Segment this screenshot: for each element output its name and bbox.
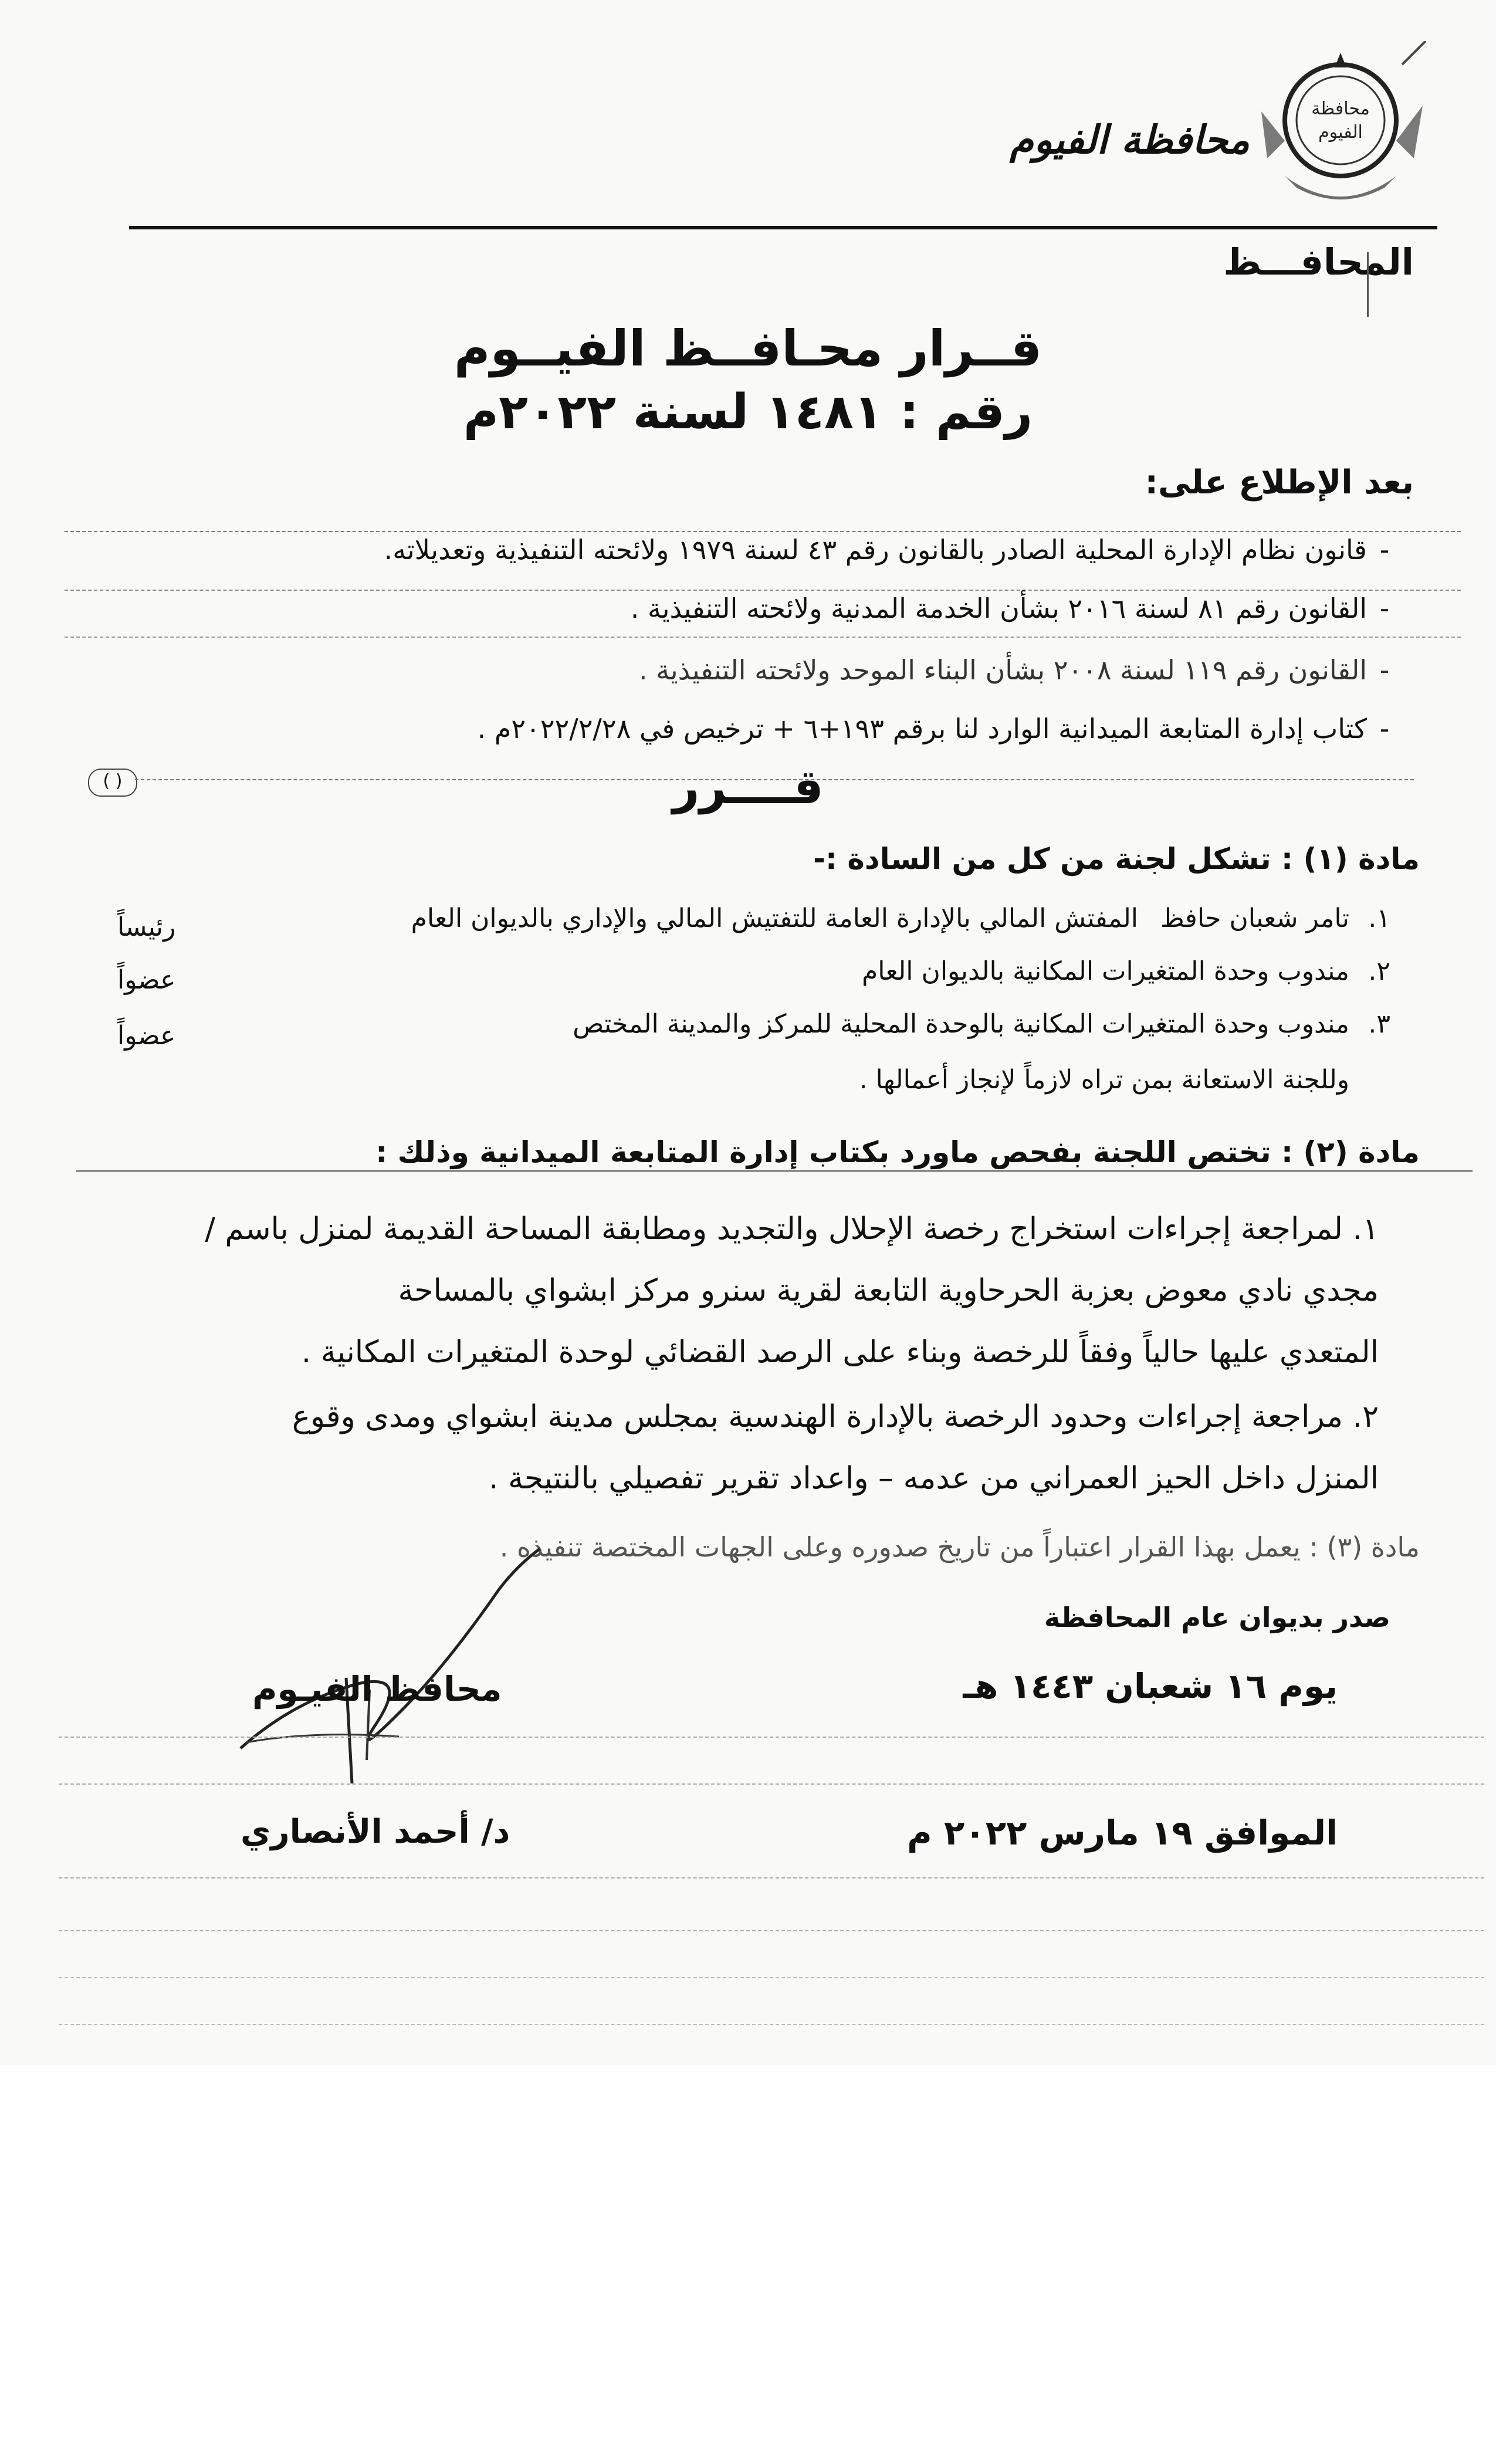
member-role: عضواً bbox=[117, 965, 176, 995]
task-1-line: مجدي نادي معوض بعزبة الحرحاوية التابعة لقرية سنرو مركز ابشواي بالمساحة bbox=[398, 1273, 1379, 1308]
governor-office-title: المحافـــظ bbox=[1223, 241, 1414, 283]
signatory-name: د/ أحمد الأنصاري bbox=[241, 1813, 510, 1851]
handwritten-signature bbox=[223, 1537, 551, 1783]
blank-area bbox=[0, 2065, 1496, 2464]
decision-number: رقم : ١٤٨١ لسنة ٢٠٢٢م bbox=[463, 384, 1033, 440]
ruled-line bbox=[65, 531, 1461, 532]
reference-item: -القانون رقم ١١٩ لسنة ٢٠٠٨ بشأن البناء الموحد ولائحته التنفيذية . bbox=[638, 654, 1390, 686]
date-hijri: يوم ١٦ شعبان ١٤٤٣ هـ bbox=[963, 1666, 1338, 1706]
ruled-line bbox=[65, 637, 1461, 638]
ruled-line bbox=[59, 1930, 1484, 1931]
ruled-line bbox=[59, 1737, 1484, 1738]
ruled-line bbox=[59, 1783, 1484, 1785]
ruled-line bbox=[76, 1170, 1473, 1172]
date-gregorian: الموافق ١٩ مارس ٢٠٢٢ م bbox=[907, 1813, 1338, 1853]
member-role: عضواً bbox=[117, 1021, 176, 1051]
preamble-heading: بعد الإطلاع على: bbox=[1145, 463, 1414, 502]
article-2-heading: مادة (٢) : تختص اللجنة بفحص ماورد بكتاب إدارة المتابعة الميدانية وذلك : bbox=[375, 1135, 1420, 1169]
article-1-note: وللجنة الاستعانة بمن تراه لازماً لإنجاز أعمالها . bbox=[859, 1065, 1349, 1095]
task-1-line: ١. لمراجعة إجراءات استخراج رخصة الإحلال والتجديد ومطابقة المساحة القديمة لمنزل باسم / bbox=[205, 1211, 1379, 1247]
header-divider bbox=[129, 226, 1437, 229]
ruled-line bbox=[59, 1877, 1484, 1879]
svg-text:محافظة: محافظة bbox=[1311, 99, 1370, 119]
svg-text:الفيوم: الفيوم bbox=[1318, 122, 1363, 143]
decision-title: قــرار محـافــظ الفيــوم bbox=[453, 320, 1043, 377]
reference-item: -قانون نظام الإدارة المحلية الصادر بالقانون رقم ٤٣ لسنة ١٩٧٩ ولائحته التنفيذية وتعديلاته. bbox=[384, 534, 1390, 566]
ruled-line bbox=[59, 2024, 1484, 2025]
member-item: ٢.مندوب وحدة المتغيرات المكانية بالديوان العام bbox=[862, 956, 1390, 986]
member-role: رئيساً bbox=[117, 912, 176, 942]
reference-item: -القانون رقم ٨١ لسنة ٢٠١٦ بشأن الخدمة المدنية ولائحته التنفيذية . bbox=[630, 593, 1390, 624]
article-3-text: مادة (٣) : يعمل بهذا القرار اعتباراً من تاريخ صدوره وعلى الجهات المختصة تنفيذه . bbox=[499, 1531, 1420, 1563]
governorate-seal-icon bbox=[1250, 41, 1431, 211]
issued-at: صدر بديوان عام المحافظة bbox=[1044, 1602, 1390, 1633]
member-item: ١.تامر شعبان حافظ bbox=[1160, 903, 1390, 933]
decision-heading: قــــرر bbox=[672, 760, 824, 814]
task-1-line: المتعدي عليها حالياً وفقاً للرخصة وبناء على الرصد القضائي لوحدة المتغيرات المكانية . bbox=[301, 1335, 1379, 1370]
member-description: المفتش المالي بالإدارة العامة للتفتيش المالي والإداري بالديوان العام bbox=[411, 903, 1138, 933]
article-1-heading: مادة (١) : تشكل لجنة من كل من السادة :- bbox=[813, 842, 1420, 876]
governorate-name: محافظة الفيوم bbox=[1010, 117, 1250, 163]
task-2-line: ٢. مراجعة إجراءات وحدود الرخصة بالإدارة الهندسية بمجلس مدينة ابشواي ومدى وقوع bbox=[292, 1399, 1379, 1434]
margin-mark bbox=[1367, 252, 1371, 317]
task-2-line: المنزل داخل الحيز العمراني من عدمه – واعداد تقرير تفصيلي بالنتيجة . bbox=[488, 1461, 1379, 1496]
ruled-line bbox=[59, 1977, 1484, 1978]
ruled-line bbox=[65, 590, 1461, 591]
signatory-title: محافظ الفيـوم bbox=[252, 1669, 502, 1709]
reference-item: -كتاب إدارة المتابعة الميدانية الوارد لنا برقم ١٩٣+٦ + ترخيص في ٢٠٢٢/٢/٢٨م . bbox=[477, 713, 1390, 744]
member-item: ٣.مندوب وحدة المتغيرات المكانية بالوحدة المحلية للمركز والمدينة المختص bbox=[573, 1009, 1390, 1039]
page-marker: ( ) bbox=[88, 769, 137, 797]
